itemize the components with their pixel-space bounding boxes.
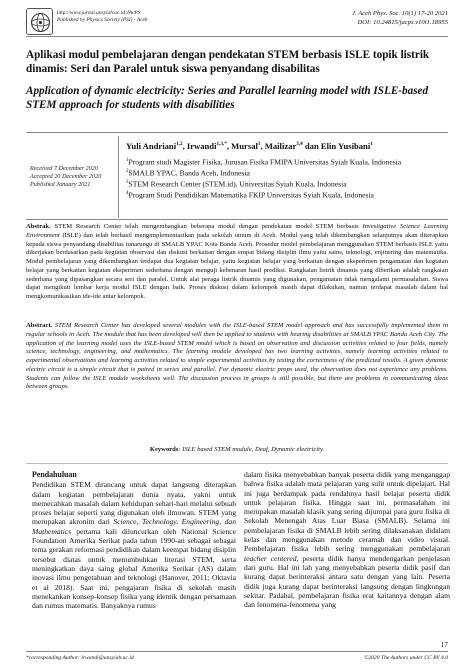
published-date: Published January 2021: [30, 181, 91, 189]
affiliation-number: 4: [126, 190, 129, 196]
title-indonesian: Aplikasi modul pembelajaran dengan pendekatan STEM berbasis ISLE topik listrik dinamis: Seri dan Paralel untuk siswa penyandang disabilitas: [26, 49, 430, 75]
footer-divider: [26, 651, 448, 652]
body-column-left: [32, 470, 236, 610]
body-italic-text: Science, Technology, Engineering, dan Mathematics: [32, 517, 236, 536]
journal-url-link[interactable]: www.jurnal.unsyiah.ac.id/JAcPS: [69, 10, 141, 16]
page-number: 17: [440, 640, 448, 649]
title-english: Application of dynamic electricity: Series and Parallel learning model with ISLE-based STEM approach for students with disabilities: [26, 85, 429, 111]
keywords-label: Keywords: [149, 446, 179, 453]
affiliation-text: Program Studi Pendidikan Matematika FKIP Universitas Syiah Kuala, Indonesia: [128, 190, 374, 200]
affiliation-list: [126, 156, 448, 200]
journal-citation: J. Aceh Phys. Soc. 10(1) 17-20 2021: [351, 10, 448, 17]
author-affil-sup: 1,2: [176, 141, 183, 147]
keywords-line: [0, 446, 474, 455]
author-list: Yuli Andriani$^{1,2}$, Irwandi$^{1,3,*}$, Mursal$^1$, Mailizar$^{3,4}$ dan Elin Yusibani$^1$: [126, 140, 373, 151]
license-text: ©2020 The Authors under CC BY 4.0: [364, 655, 448, 661]
abstract-divider: [26, 463, 448, 464]
affiliation-item: [126, 178, 448, 189]
body-paragraph: [244, 470, 450, 609]
affiliation-item: [126, 167, 448, 178]
citation-block: [352, 9, 448, 27]
author-affil-sup: 1,3,*: [216, 141, 227, 147]
journal-branding: [26, 8, 148, 35]
body-paragraph: [32, 480, 236, 610]
abstract-paragraph: [26, 322, 448, 392]
author-affil-sup: 1: [370, 141, 373, 147]
doi-text[interactable]: DOI: 10.24815/jacps.v10i1.18955: [357, 19, 448, 26]
abstract-label: Abstract.: [26, 322, 53, 329]
abstrak-text: (ISLE) dan telah berhasil mengimplementasikan pada sekolah umum di Aceh. Modul yang telah dikembangkan selanjutnya akan diterapkan kepada siswa penyandang disabilitas tunarungu di SMALB YPAC Kota Banda Aceh. Prosedur model pembelajaran menggunakan STEM berbasis ISLE yaitu dikerjakan berdasarkan pada kegiatan observasi dan diskusi berkaitan dengan empat bidang disiplin ilmu yaitu sains, teknologi, enjinering dan matematika. Modul pembelajaran yang dikembangkan terdapat dua kegiatan belajar, yaitu kegiatan belajar yang berkaitan dengan eksperimen pengamatan dan kegiatan belajar yang berkaitan kegiatan eksperimen sederhana dengan menguji kebenaran hasil prediksi. Rangkaian listrik dinamis yang diberikan adalah rangkaian sederhana yang dipasangkan secara seri dan paralel. Untuk alat peraga listrik dinamis yang digunakan, pengamatan tidak mengalami permasalahan. Siswa dapat mengikuti lembar kerja modul ISLE dengan baik. Proses diskusi dalam kelompok masih dapat dilakukan, namun terdapat masalah dalam hal mengkomunikasikan ide-ide antar kelompok.: [26, 231, 448, 300]
header-divider: [26, 36, 448, 37]
abstrak-paragraph: [26, 223, 448, 302]
abstract-text: STEM Research Center has developed several modules with the ISLE-based STEM model approach and has successfully implemented them in regular schools in Aceh. The module that has been developed will then be applied to students with hearing disabilities at SMALB YPAC Banda Aceh City. The application of the learning model uses the ISLE-based STEM model which is based on observation and discussion activities related to four fields, namely science, technology, engineering, and mathematics. The learning module developed has two learning activities, namely learning activities related to experimental observations and learning activities related to simple experimental activities by testing the correctness of the predicted results. A given dynamic electric circuit is a simple circuit that is paired in series and parallel. For dynamic electric props used, the observation does not experience any problems. Students can follow the ISLE module worksheets well. The discussion process in groups is still possible, but there are problems in communicating ideas between groups.: [26, 322, 448, 391]
received-date: Received 7 December 2020: [30, 165, 98, 172]
affiliation-text: STEM Research Center (STEM.id), Universitas Syiah Kuala, Indonesia: [128, 179, 347, 189]
affiliation-item: [126, 156, 448, 167]
body-italic-text: teacher centered: [244, 553, 297, 563]
body-column-right: [244, 470, 450, 609]
author-affil-sup: 3,4: [296, 141, 303, 147]
section-title: Pendahuluan: [32, 470, 77, 479]
affiliation-number: 3: [126, 179, 129, 185]
body-text: , peserta didik hanya mendengarkan penjelasan dari guru. Hal ini lah yang menyebabkan peserta didik pasif dan kurang dapat berinteraksi antara satu dengan yang lain. Peserta didik juga kurang dapat berinteraksi langsung dengan lingkungan sekitar. Padahal, pembelajaran fisika erat kaitannya dengan alam dan fenomena-fenomena yang: [244, 553, 450, 610]
publisher-line: Published by Physics Society (PSI) - Aceh: [57, 17, 148, 23]
journal-url-prefix: http://: [57, 10, 70, 16]
article-dates: [30, 165, 101, 190]
affiliation-item: [126, 189, 448, 200]
accepted-date: Accepted 20 December 2020: [30, 173, 102, 181]
dates-divider: [118, 136, 119, 218]
author-affil-sup: 1: [257, 141, 261, 147]
keywords-text: : ISLE based STEM module, Deaf, Dynamic electricity.: [178, 446, 325, 453]
abstrak-label: Abstrak.: [26, 223, 51, 230]
author-name: Mursal: [231, 140, 258, 151]
author-name: Yuli Andriani: [126, 140, 177, 151]
body-text: pertama kali diluncurkan oleh National Science Foundation Amerika Serikat pada tahun 1990-an sebagai sebagai tema gerakan reformasi pendidikan dalam keempat bidang disiplin tersebut diatas untuk menumbuhkan literasi STEM, serta meningkatkan daya saing global Amerika Serikat (AS) dalam inovasi ilmu pengetahuan and teknologi (Hanover, 2011; Oktavia et al 2018). Saat ini, pengajaran fisika di sekolah masih menekankan konsep-konsep fisika yang identik dengan persamaan dan rumus matematis. Banyaknya rumus: [32, 526, 236, 611]
journal-logo-icon: [26, 8, 53, 35]
body-text: dalam fisika menyebabkan banyak peserta didik yang menganggap bahwa fisika adalah mata pelajaran yang sulit untuk dipelajari. Hal ini juga berdampak pada rendahnya hasil belajar peserta didik untuk pelajaran fisika. Hingga saat ini, permasalahan ini merupakan masalah klasik yang sering dijumpai para guru fisika di Sekolah Menengah Atas Luar Biasa (SMALB). Selama ini pembelajaran fisika di SMALB lebih sering dilaksanakan didalam kelas dan menggunakan metode ceramah dan video visual. Pembelajaran fisika lebih sering menggunakan pembelajaran: [244, 470, 450, 554]
corresponding-author[interactable]: *corresponding Author: irwandi@unsyiah.ac.id: [26, 655, 134, 661]
author-name: Mailizar: [264, 140, 297, 151]
affiliation-text: SMALB YPAC, Banda Aceh, Indonesia: [128, 168, 250, 178]
author-name: Elin Yusibani: [320, 140, 371, 151]
title-divider: [26, 132, 448, 133]
affiliation-text: Program studi Magister Fisika, Jurusan Fisika FMIPA Universitas Syiah Kuala, Indonesia: [128, 157, 402, 167]
author-name: Irwandi: [186, 140, 217, 151]
abstrak-italic-term: Investigative Science Learning Environment: [26, 223, 448, 239]
author-conjunction: dan: [304, 140, 319, 151]
authors-divider: [26, 219, 448, 220]
body-text: Pendidikan STEM dirancang untuk dapat langsung diterapkan dalam kegiatan pembelajaran dunia nyata, yakni untuk memecahkan masalah dalam kehidupan sehari-hari melalui sebuah proses belajar seperti yang digunakan oleh ilmuwan. STEM yang merupakan akronim dari: [32, 480, 236, 527]
abstrak-text: STEM Research Center telah mengembangkan beberapa modul dengan pendekatan model STEM berbasis: [50, 223, 363, 230]
affiliation-number: 1: [126, 158, 129, 163]
affiliation-number: 2: [126, 168, 129, 174]
